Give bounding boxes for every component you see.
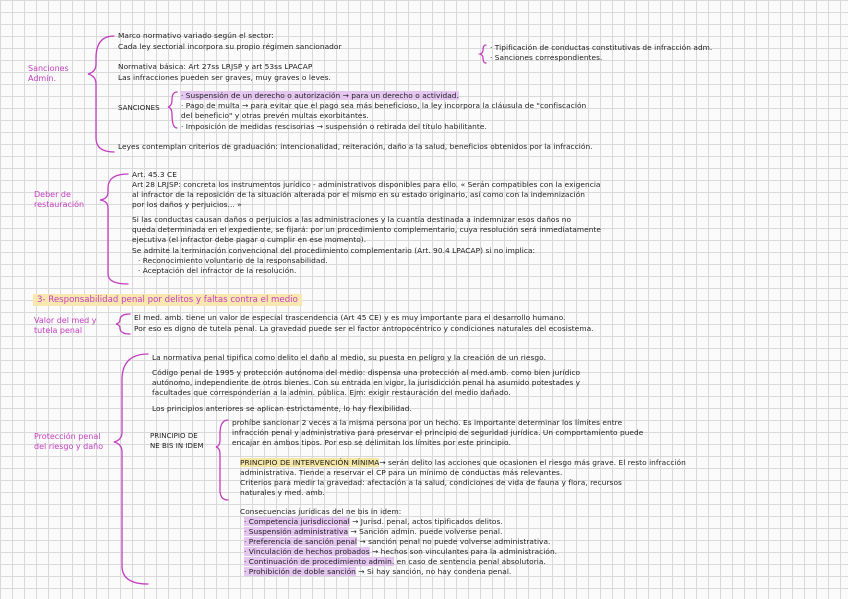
- principio-label-1: PRINCIPIO DE: [150, 432, 198, 440]
- principio-label-2: NE BIS IN IDEM: [150, 442, 204, 450]
- sancion-item-suspension: · Suspensión de un derecho o autorización → para un derecho o actividad.: [181, 91, 459, 100]
- label-line: Admin.: [28, 74, 57, 83]
- criterios-graduacion-line: Leyes contemplan criterios de graduación: intencionalidad, reiteración, daño a la salud, beneficios obtenidos por la infracción.: [118, 142, 593, 151]
- bracket-sanciones: [88, 36, 114, 152]
- label-line: tutela penal: [34, 326, 83, 335]
- label-line: Valor del med y: [34, 316, 97, 325]
- label-line: Deber de: [34, 190, 71, 199]
- terminacion-line: Se admite la terminación convencional del procedimiento complementario (Art. 90.4 LPACAP) si no implica:: [132, 246, 536, 255]
- art-45-line: Art. 45.3 CE: [132, 170, 177, 179]
- ne-bis-line-3: encajar en ambos tipos. Por eso se delimitan los límites por este principio.: [232, 438, 511, 447]
- ne-bis-line-2: infracción penal y administrativa para preservar el principio de seguridad jurídica. Un comportamiento puede: [232, 428, 644, 437]
- danos-line-3: ejecutiva (el infractor debe pagar o cumplir en ese momento).: [132, 235, 367, 244]
- side-note-1: · Tipificación de conductas constitutivas de infracción adm.: [490, 43, 713, 52]
- danos-line-1: Si las conductas causan daños o perjuicios a las administraciones y la cuantía destinada a indemnizar esos daños no: [132, 215, 572, 224]
- sancion-item-multa: · Pago de multa → para evitar que el pago sea más beneficioso, la ley incorpora la cláusula de "confiscación: [181, 101, 587, 110]
- danos-line-2: queda determinada en el expediente, se fijará: por un procedimiento complementario, cuya resolución será inmediatamente: [132, 225, 601, 234]
- codigo-penal-line-2: autónomo, independiente de otros bienes. Con su entrada en vigor, la jurisdicción penal ha asumido potestades y: [152, 378, 581, 387]
- codigo-penal-line-1: Código penal de 1995 y protección autónoma del medio: dispensa una protección al med.amb. como bien jurídico: [152, 368, 581, 377]
- bracket-valor: [116, 314, 130, 334]
- intervencion-minima-line-3: Criterios para medir la gravedad: afectación a la salud, condiciones de vida de fauna y flora, recursos: [240, 478, 622, 487]
- sancion-item-multa-cont: del beneficio" y otras prevén multas exorbitantes.: [181, 111, 369, 120]
- consecuencia-item: · Prohibición de doble sanción → Si hay sanción, no hay condena penal.: [244, 567, 512, 576]
- consecuencia-item: · Competencia jurisdiccional → Jurisd. penal, actos tipificados delitos.: [244, 517, 503, 526]
- bracket-principio: [216, 420, 228, 500]
- normativa-penal-line: La normativa penal tipifica como delito el daño al medio, su puesta en peligro y la creación de un riesgo.: [152, 353, 546, 362]
- consecuencias-title: Consecuencias jurídicas del ne bis in idem:: [240, 507, 402, 516]
- ley-sectorial-line: Cada ley sectorial incorpora su propio régimen sancionador: [118, 42, 342, 51]
- label-line: Protección penal: [34, 432, 101, 441]
- intervencion-minima-line-2: administrativa. Tiende a reservar el CP para un mínimo de conductas más relevantes.: [240, 468, 563, 477]
- valor-line-2: Por eso es digno de tutela penal. La gravedad puede ser el factor antropocéntrico y condiciones naturales del ecosistema.: [134, 324, 594, 333]
- consecuencia-item: · Continuación de procedimiento admin. en caso de sentencia penal absolutoria.: [244, 557, 546, 566]
- intervencion-minima-line-4: naturales y med. amb.: [240, 488, 325, 497]
- terminacion-item-1: · Reconocimiento voluntario de la responsabilidad.: [138, 256, 328, 265]
- label-proteccion-penal: [34, 432, 103, 452]
- side-note-2: · Sanciones correspondientes.: [490, 53, 603, 62]
- ne-bis-line-1: prohíbe sancionar 2 veces a la misma persona por un hecho. Es importante determinar los límites entre: [232, 418, 623, 427]
- sancion-item-rescisorias: · Imposición de medidas rescisorias → suspensión o retirada del título habilitante.: [181, 122, 487, 131]
- marco-normativo-line: Marco normativo variado según el sector:: [118, 31, 274, 40]
- principios-line: Los principios anteriores se aplican estrictamente, lo hay flexibilidad.: [152, 404, 412, 413]
- label-line: restauración: [34, 200, 85, 209]
- label-deber-restauracion: [34, 190, 84, 210]
- terminacion-item-2: · Aceptación del infractor de la resolución.: [138, 266, 297, 275]
- art-28-line-2: al infractor de la reposición de la situación alterada por el mismo en su estado originario, así como con la indemnización: [132, 190, 585, 199]
- label-line: Sanciones: [28, 64, 69, 73]
- label-sanciones-admin: [28, 64, 69, 84]
- bracket-side-note: [480, 45, 486, 63]
- label-line: del riesgo y daño: [34, 442, 104, 451]
- normativa-basica-line: Normativa básica: Art 27ss LRJSP y art 53ss LPACAP: [118, 62, 313, 71]
- bracket-proteccion: [114, 354, 148, 584]
- bracket-sanciones-list: [168, 92, 177, 128]
- section-3-title: 3- Responsabilidad penal por delitos y faltas contra el medio: [33, 294, 302, 306]
- consecuencia-item: · Preferencia de sanción penal → sanción penal no puede volverse administrativa.: [244, 537, 551, 546]
- codigo-penal-line-3: facultades que corresponderían a la admin. pública. Ejm: exigir restauración del medio dañado.: [152, 388, 511, 397]
- label-valor-tutela: [34, 316, 97, 336]
- infracciones-line: Las infracciones pueden ser graves, muy graves o leves.: [118, 73, 331, 82]
- consecuencia-item: · Vinculación de hechos probados → hechos son vinculantes para la administración.: [244, 547, 558, 556]
- valor-line-1: El med. amb. tiene un valor de especial trascendencia (Art 45 CE) y es muy importante para el desarrollo humano.: [134, 313, 566, 322]
- consecuencia-item: · Suspensión administrativa → Sanción admin. puede volverse penal.: [244, 527, 503, 536]
- bracket-deber: [100, 174, 128, 284]
- art-28-line: Art 28 LRJSP: concreta los instrumentos jurídico - administrativos disponibles para ello. « Serán compatibles con la exigencia: [132, 180, 601, 189]
- intervencion-minima-line-1: PRINCIPIO DE INTERVENCIÓN MÍNIMA→ serán delito las acciones que ocasionen el riesgo más grave. El resto infracción: [240, 458, 686, 467]
- sanciones-sub-label: SANCIONES: [118, 104, 160, 112]
- art-28-line-3: por los daños y perjuicios... »: [132, 200, 242, 209]
